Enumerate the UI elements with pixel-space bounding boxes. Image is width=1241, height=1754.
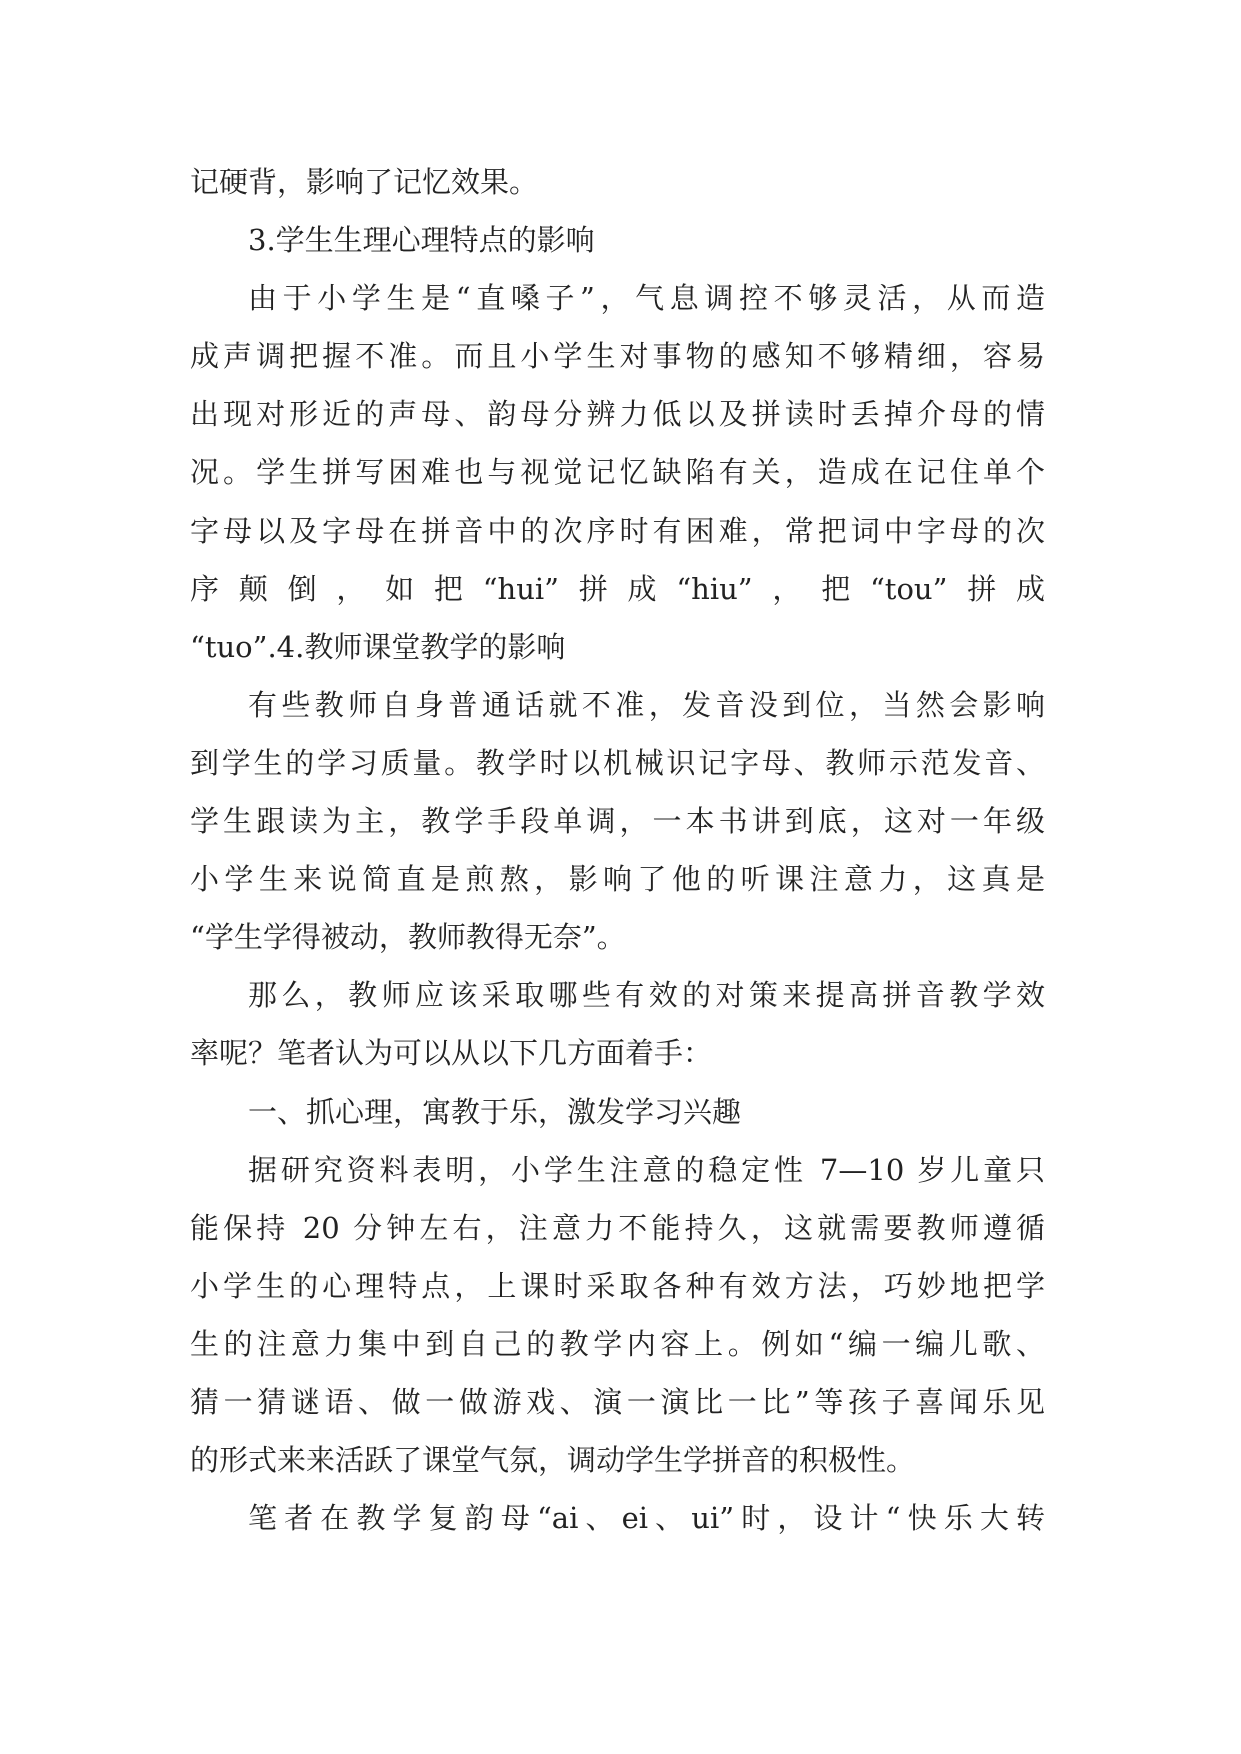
text-line: 的形式来来活跃了课堂气氛，调动学生学拼音的积极性。 <box>190 1443 916 1478</box>
text-line: 字母以及字母在拼音中的次序时有困难，常把词中字母的次 <box>190 513 1045 548</box>
text-line: 况。学生拼写困难也与视觉记忆缺陷有关，造成在记住单个 <box>190 455 1045 490</box>
document-body <box>190 153 1045 1547</box>
text-line: 据研究资料表明，小学生注意的稳定性 7—10 岁儿童只 <box>248 1152 1045 1187</box>
text-line: 到学生的学习质量。教学时以机械识记字母、教师示范发音、 <box>190 745 1045 780</box>
text-line: 序颠倒，如把“hui”拼成“hiu”，把“tou”拼成 <box>190 571 1045 606</box>
text-line: 学生跟读为主，教学手段单调，一本书讲到底，这对一年级 <box>190 804 1045 839</box>
section-heading: 3.学生生理心理特点的影响 <box>248 223 595 258</box>
text-line: 由于小学生是“直嗓子”，气息调控不够灵活，从而造 <box>248 281 1045 316</box>
text-line: 记硬背，影响了记忆效果。 <box>190 165 539 199</box>
text-line: 那么，教师应该采取哪些有效的对策来提高拼音教学效 <box>248 978 1045 1013</box>
text-line: 成声调把握不准。而且小学生对事物的感知不够精细，容易 <box>190 339 1045 374</box>
text-line: 笔者在教学复韵母“ai、ei、ui”时，设计“快乐大转 <box>248 1501 1045 1536</box>
text-line: 有些教师自身普通话就不准，发音没到位，当然会影响 <box>248 687 1045 722</box>
text-line: 小学生的心理特点，上课时采取各种有效方法，巧妙地把学 <box>190 1268 1045 1303</box>
section-heading: “tuo”.4.教师课堂教学的影响 <box>190 629 566 664</box>
text-line: 率呢？笔者认为可以从以下几方面着手： <box>190 1036 713 1071</box>
section-heading: 一、抓心理，寓教于乐，激发学习兴趣 <box>248 1094 742 1129</box>
text-line: “学生学得被动，教师教得无奈”。 <box>190 920 626 955</box>
text-line: 能保持 20 分钟左右，注意力不能持久，这就需要教师遵循 <box>190 1210 1045 1245</box>
text-line: 小学生来说简直是煎熬，影响了他的听课注意力，这真是 <box>190 862 1045 897</box>
text-line: 生的注意力集中到自己的教学内容上。例如“编一编儿歌、 <box>190 1326 1045 1361</box>
text-line: 出现对形近的声母、韵母分辨力低以及拼读时丢掉介母的情 <box>190 397 1045 432</box>
text-line: 猜一猜谜语、做一做游戏、演一演比一比”等孩子喜闻乐见 <box>190 1384 1045 1419</box>
